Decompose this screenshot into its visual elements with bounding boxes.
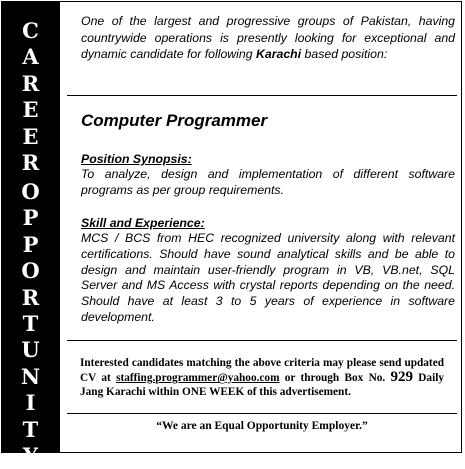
apply-text: Daily Jang Karachi within ONE WEEK of this advertisement.: [80, 372, 445, 399]
divider: [67, 413, 457, 414]
intro-text: One of the largest and progressive groups of Pakistan, having countrywide operations is presently looking for exceptional and dynamic candidate for following: [81, 14, 455, 62]
banner-letter: Y: [23, 442, 38, 468]
synopsis-heading: Position Synopsis:: [81, 152, 192, 166]
career-opportunity-banner: [1, 1, 60, 468]
divider: [67, 340, 457, 341]
apply-text: Interested candidates matching the above criteria may please send updated CV at: [80, 357, 444, 385]
banner-word-career: [1, 18, 60, 176]
banner-letter: P: [22, 205, 39, 231]
skills-text: MCS / BCS from HEC recognized university along with relevant certifications. Should have sound analytical skills and be able to design and maintain user-friendly program in VB, VB.net, SQL Server and MS Access with crystal reports depending on the need. Should have at least 3 to 5 years of experience in software development.: [81, 231, 455, 324]
apply-text: or through Box No.: [279, 372, 391, 385]
banner-letter: E: [22, 123, 39, 149]
banner-letter: E: [22, 97, 39, 123]
banner-letter: R: [21, 149, 40, 175]
banner-letter: O: [21, 179, 40, 204]
synopsis-text: To analyze, design and implementation of different software programs as per group requirements.: [81, 167, 455, 197]
banner-letter: C: [22, 18, 39, 43]
skills-heading: Skill and Experience:: [81, 216, 205, 230]
application-instructions: [80, 356, 444, 400]
banner-letter: T: [22, 310, 39, 336]
banner-letter: P: [22, 231, 39, 257]
email-link[interactable]: staffing.programmer@yahoo.com: [116, 372, 280, 385]
banner-letter: R: [21, 70, 40, 96]
intro-city: Karachi: [256, 47, 302, 62]
equal-opportunity-tagline: “We are an Equal Opportunity Employer.”: [156, 420, 368, 432]
box-number: 929: [390, 369, 413, 386]
banner-letter: U: [21, 337, 40, 363]
banner-letter: T: [22, 416, 39, 442]
divider: [67, 95, 457, 96]
job-title: Computer Programmer: [81, 111, 268, 130]
banner-letter: A: [22, 44, 39, 70]
banner-letter: R: [21, 284, 40, 310]
intro-paragraph: [81, 13, 455, 63]
banner-letter: N: [20, 363, 41, 389]
intro-text-end: based position:: [301, 47, 388, 62]
banner-letter: O: [21, 258, 40, 284]
banner-letter: I: [25, 390, 36, 416]
banner-word-opportunity: [1, 179, 60, 469]
